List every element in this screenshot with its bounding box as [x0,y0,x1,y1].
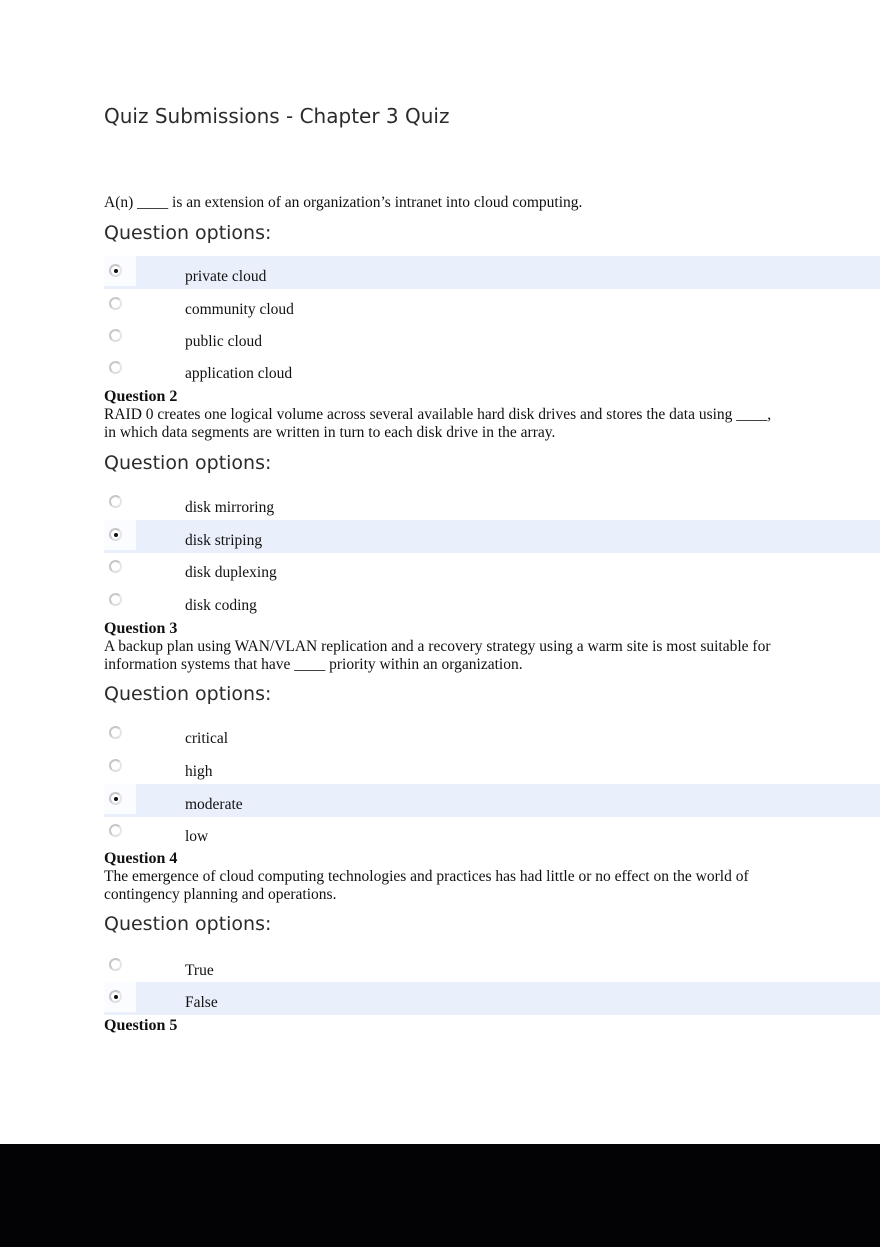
question-1 [104,194,880,382]
option-label: disk duplexing [185,564,277,581]
option-false[interactable] [104,982,880,1015]
options-heading: Question options: [104,683,272,705]
question-text: The emergence of cloud computing technologies and practices has had little or no effect on the world of contingency planning and operations. [104,868,749,903]
option-label: True [185,962,214,979]
question-heading: Question 2 [104,388,178,405]
radio-icon[interactable] [109,958,122,971]
option-low[interactable] [104,816,880,849]
option-disk-mirroring[interactable] [104,487,880,520]
option-label: moderate [185,796,243,813]
option-high[interactable] [104,751,880,784]
radio-selected-icon[interactable] [109,990,122,1003]
option-moderate[interactable] [104,784,880,817]
options-heading: Question options: [104,452,272,474]
option-application-cloud[interactable] [104,353,880,386]
question-text: A backup plan using WAN/VLAN replication and a recovery strategy using a warm site is most suitable for information systems that have ____ priority within an organization. [104,638,771,673]
radio-box [104,552,136,582]
question-3 [104,620,880,845]
question-heading: Question 5 [104,1017,178,1034]
radio-icon[interactable] [109,361,122,374]
question-text: A(n) ____ is an extension of an organization’s intranet into cloud computing. [104,194,583,211]
radio-icon[interactable] [109,726,122,739]
option-disk-striping[interactable] [104,520,880,553]
radio-box [104,321,136,351]
option-label: high [185,763,213,780]
question-4 [104,850,880,1011]
radio-box [104,353,136,383]
radio-box [104,256,136,286]
question-2 [104,388,880,614]
radio-box [104,816,136,846]
radio-icon[interactable] [109,329,122,342]
question-5 [104,1017,880,1035]
radio-selected-icon[interactable] [109,264,122,277]
radio-box [104,950,136,980]
option-label: private cloud [185,268,267,285]
option-disk-coding[interactable] [104,585,880,618]
question-heading: Question 3 [104,620,178,637]
radio-box [104,784,136,814]
option-label: disk striping [185,532,263,549]
option-label: False [185,994,218,1011]
radio-selected-icon[interactable] [109,792,122,805]
radio-box [104,718,136,748]
page-title: Quiz Submissions - Chapter 3 Quiz [104,104,450,128]
radio-icon[interactable] [109,593,122,606]
option-critical[interactable] [104,718,880,751]
options-heading: Question options: [104,222,272,244]
option-label: public cloud [185,333,263,350]
option-disk-duplexing[interactable] [104,552,880,585]
option-label: community cloud [185,301,294,318]
option-label: critical [185,730,229,747]
black-footer-band [0,1144,880,1247]
question-text: RAID 0 creates one logical volume across several available hard disk drives and stores the data using ____, in which data segments are written in turn to each disk drive in the array. [104,406,772,441]
radio-box [104,585,136,615]
option-private-cloud[interactable] [104,256,880,289]
radio-box [104,520,136,550]
option-label: disk coding [185,597,257,614]
radio-box [104,751,136,781]
radio-box [104,982,136,1012]
option-public-cloud[interactable] [104,321,880,354]
option-label: disk mirroring [185,499,275,516]
radio-selected-icon[interactable] [109,528,122,541]
radio-box [104,487,136,517]
radio-icon[interactable] [109,560,122,573]
option-true[interactable] [104,950,880,983]
options-heading: Question options: [104,913,272,935]
option-label: low [185,828,209,845]
radio-box [104,289,136,319]
radio-icon[interactable] [109,495,122,508]
question-heading: Question 4 [104,850,178,867]
option-community-cloud[interactable] [104,289,880,322]
radio-icon[interactable] [109,759,122,772]
radio-icon[interactable] [109,824,122,837]
radio-icon[interactable] [109,297,122,310]
option-label: application cloud [185,365,293,382]
